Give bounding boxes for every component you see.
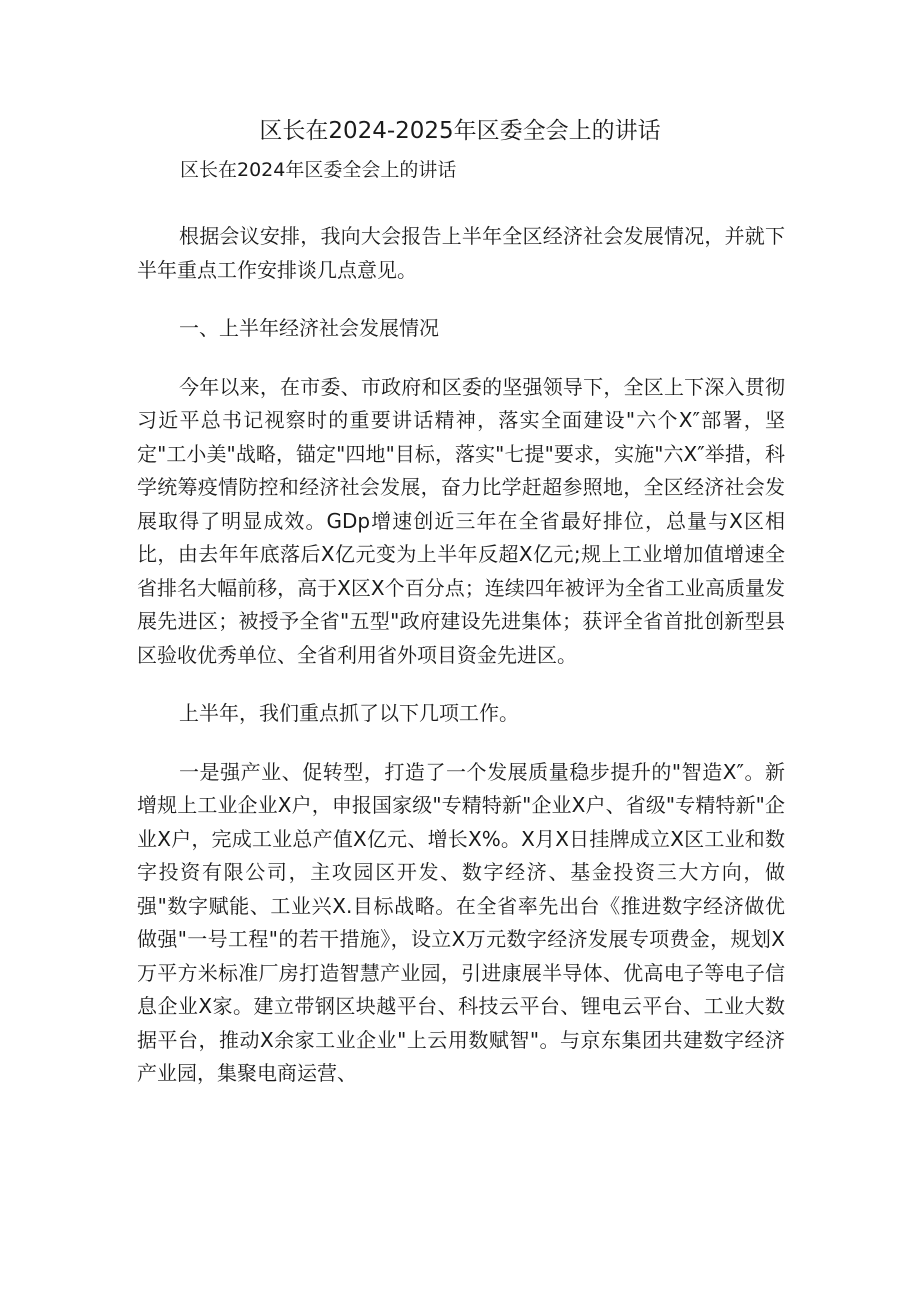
paragraph-intro: 根据会议安排，我向大会报告上半年全区经济社会发展情况，并就下半年重点工作安排谈几点意见。 xyxy=(137,224,785,282)
document-title: 区长在2024-2025年区委全会上的讲话 xyxy=(259,118,661,144)
section-heading: 一、上半年经济社会发展情况 xyxy=(179,316,439,340)
document-subtitle: 区长在2024年区委全会上的讲话 xyxy=(180,159,457,181)
paragraph-overview: 今年以来，在市委、市政府和区委的坚强领导下，全区上下深入贯彻习近平总书记视察时的重要讲话精神，落实全面建设"六个X″部署，坚定"工小美"战略，锚定"四地"目标，落实"七提"要求，实施"六X″举措，科学统筹疫情防控和经济社会发展，奋力比学赶超参照地，全区经济社会发展取得了明显成效。GDp增速创近三年在全省最好排位，总量与X区相比，由去年年底落后X亿元变为上半年反超X亿元;规上工业增加值增速全省排名大幅前移，高于X区X个百分点；连续四年被评为全省工业高质量发展先进区；被授予全省"五型"政府建设先进集体；获评全省首批创新型县区验收优秀单位、全省利用省外项目资金先进区。 xyxy=(137,374,785,667)
document-body xyxy=(137,220,785,1116)
paragraph-work-intro: 上半年，我们重点抓了以下几项工作。 xyxy=(179,701,519,725)
paragraph-industry: 一是强产业、促转型，打造了一个发展质量稳步提升的"智造X″。新增规上工业企业X户，申报国家级"专精特新"企业X户、省级"专精特新"企业X户，完成工业总产值X亿元、增长X%。X月X日挂牌成立X区工业和数字投资有限公司，主攻园区开发、数字经济、基金投资三大方向，做强"数字赋能、工业兴X.目标战略。在全省率先出台《推进数字经济做优做强"一号工程"的若干措施》，设立X万元数字经济发展专项费金，规划X万平方米标准厂房打造智慧产业园，引进康展半导体、优高电子等电子信息企业X家。建立带钢区块越平台、科技云平台、锂电云平台、工业大数据平台，推动X余家工业企业"上云用数赋智"。与京东集团共建数字经济产业园，集聚电商运营、 xyxy=(137,759,785,1085)
